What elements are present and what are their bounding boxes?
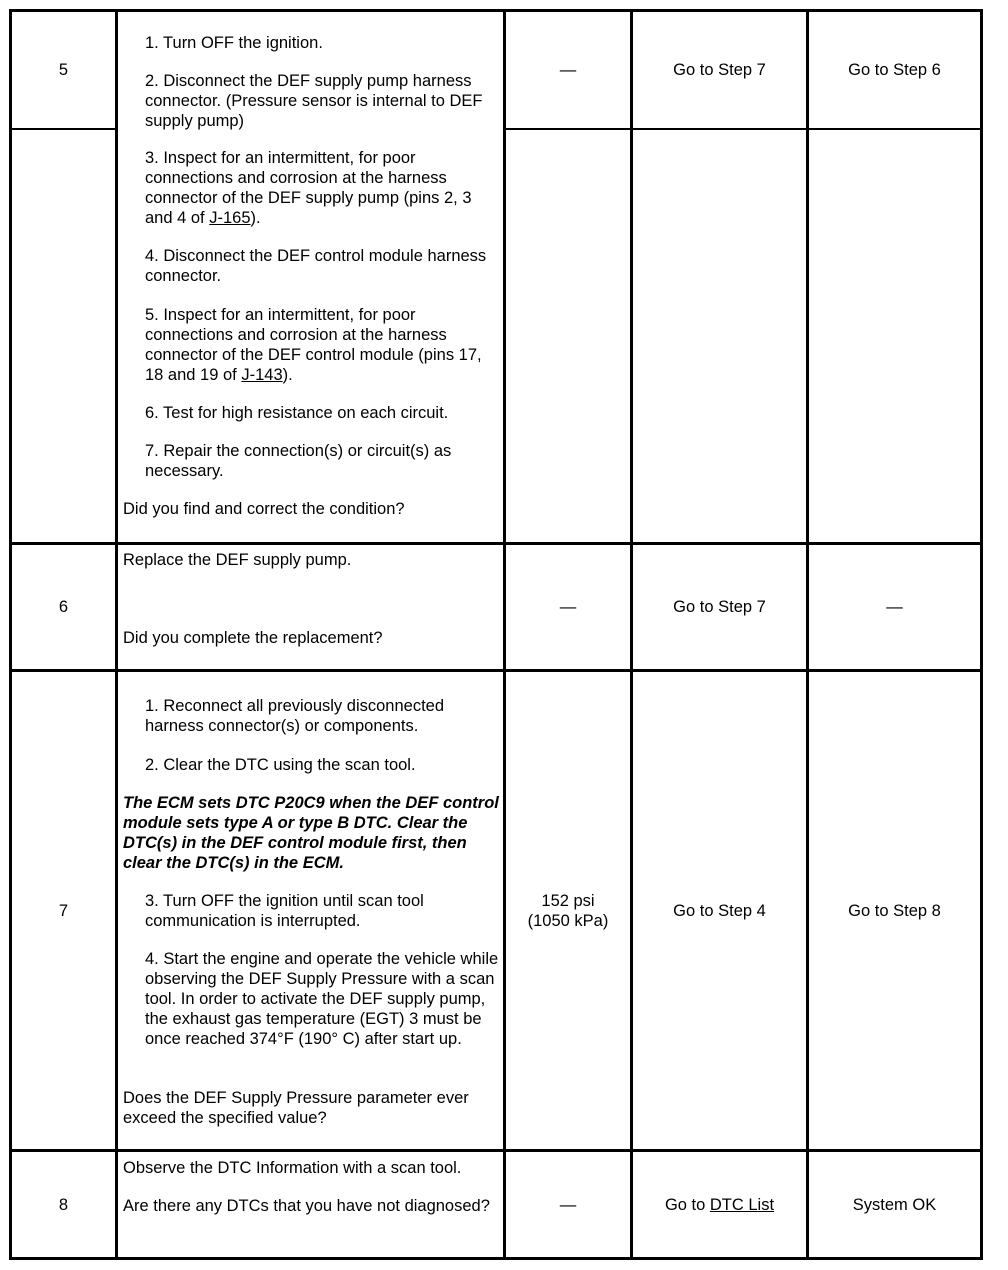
no-action: System OK [852, 1195, 937, 1214]
caution-note: The ECM sets DTC P20C9 when the DEF control module sets type A or type B DTC. Clear the DTC(s) in the DEF control module first, then clear the DTC(s) in the ECM. [123, 794, 499, 872]
yes-action: Go to Step 4 [673, 901, 766, 920]
substep: 6. Test for high resistance on each circuit. [145, 404, 449, 422]
connector-link-j165[interactable]: J-165 [209, 209, 251, 227]
table-border-right [980, 9, 983, 1260]
specified-value [506, 672, 630, 1149]
no-action: Go to Step 6 [848, 61, 941, 79]
substep: 1. Turn OFF the ignition. [145, 34, 323, 52]
yes-action [633, 1152, 806, 1257]
column-divider [115, 9, 118, 1260]
step-number: 6 [58, 598, 69, 616]
step-question: Does the DEF Supply Pressure parameter ever exceed the specified value? [123, 1089, 469, 1127]
dtc-list-link[interactable]: DTC List [709, 1195, 775, 1214]
table-border-bottom [9, 1257, 983, 1260]
row-divider-thin [9, 128, 117, 130]
step-question: Are there any DTCs that you have not diagnosed? [123, 1197, 490, 1215]
no-action: — [886, 598, 903, 616]
row-divider-thin [503, 128, 983, 130]
step-question: Did you find and correct the condition? [123, 500, 405, 518]
substep-text: ). [282, 366, 293, 384]
step-number: 8 [58, 1195, 69, 1214]
substep [145, 148, 503, 228]
yes-action: Go to Step 7 [673, 598, 766, 616]
substep: 3. Turn OFF the ignition until scan tool communication is interrupted. [145, 892, 424, 930]
substep: 2. Clear the DTC using the scan tool. [145, 756, 416, 774]
specified-value: — [559, 1195, 577, 1214]
step-number: 5 [58, 61, 69, 79]
substep: 7. Repair the connection(s) or circuit(s) as necessary. [145, 442, 452, 480]
substep: 1. Reconnect all previously disconnected harness connector(s) or components. [145, 697, 445, 735]
specified-value: — [559, 598, 577, 616]
value-kpa: (1050 kPa) [527, 911, 609, 930]
connector-link-j143[interactable]: J-143 [241, 366, 283, 384]
substep-text: ). [250, 209, 261, 227]
yes-action-prefix: Go to [664, 1195, 710, 1214]
step-question: Did you complete the replacement? [123, 629, 383, 647]
substep: 4. Disconnect the DEF control module harness connector. [145, 247, 487, 285]
step-action: Observe the DTC Information with a scan tool. [123, 1159, 462, 1177]
step-number: 7 [58, 901, 69, 920]
substep: 4. Start the engine and operate the vehicle while observing the DEF Supply Pressure with a scan tool. In order to activate the DEF supply pump, the exhaust gas temperature (EGT) 3 must be once reached 374°F (190° C) after start up. [145, 950, 499, 1048]
substep: 2. Disconnect the DEF supply pump harness connector. (Pressure sensor is internal to DEF supply pump) [145, 72, 483, 130]
substep-text: 3. Inspect for an intermittent, for poor connections and corrosion at the harness connector of the DEF supply pump (pins 2, 3 and 4 of [145, 149, 472, 227]
step-action: Replace the DEF supply pump. [123, 551, 352, 569]
value-psi: 152 psi [541, 891, 595, 910]
specified-value: — [559, 61, 577, 79]
no-action: Go to Step 8 [848, 901, 941, 920]
yes-action: Go to Step 7 [673, 61, 766, 79]
substep [145, 305, 503, 385]
substep-text: 5. Inspect for an intermittent, for poor connections and corrosion at the harness connector of the DEF control module (pins 17, 18 and 19 of [145, 306, 482, 384]
